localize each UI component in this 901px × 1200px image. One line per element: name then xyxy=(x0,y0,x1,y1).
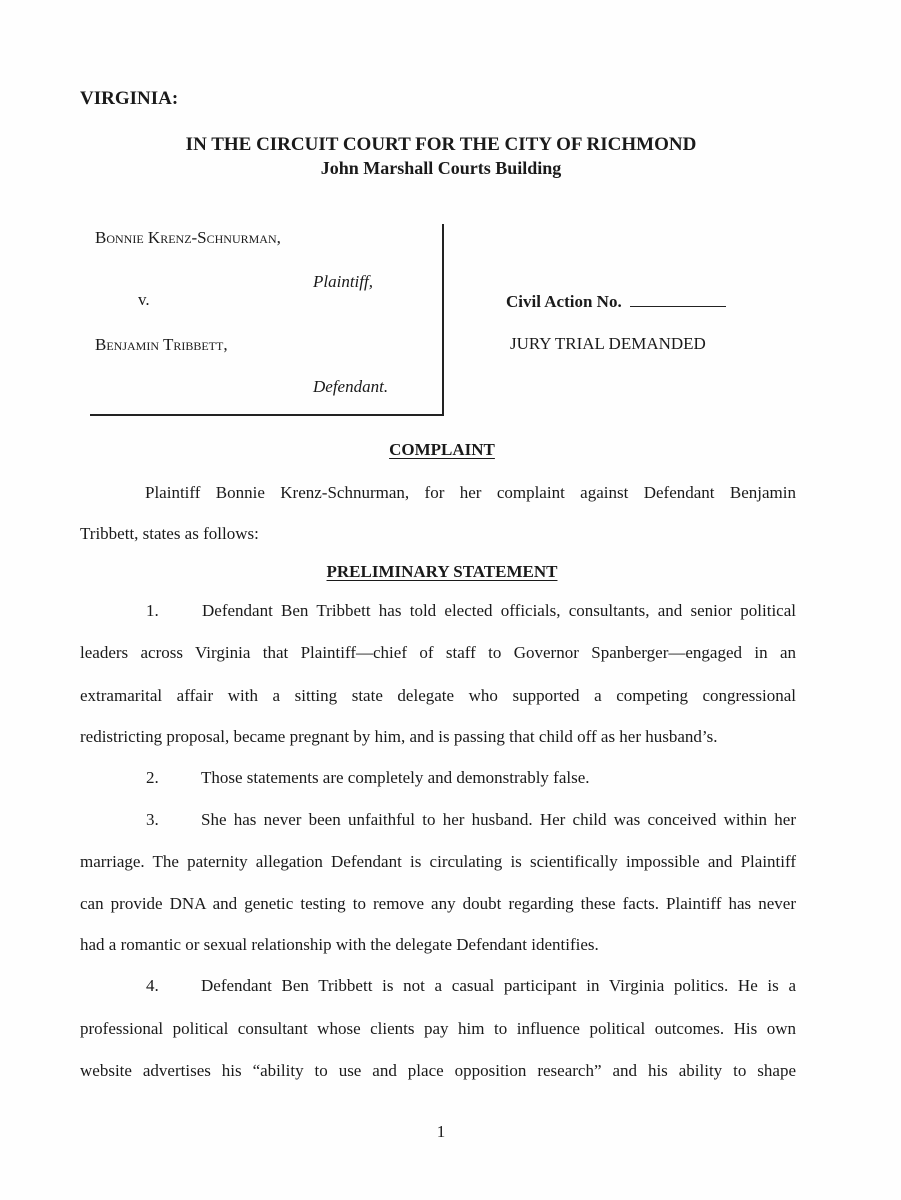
plaintiff-name: Bonnie Krenz-Schnurman, xyxy=(95,228,281,247)
versus: v. xyxy=(138,290,150,309)
preliminary-statement-heading: PRELIMINARY STATEMENT xyxy=(326,562,558,581)
paragraph-line: Defendant Ben Tribbett is not a casual participant in Virginia politics. He is a xyxy=(201,976,796,995)
paragraph-line: redistricting proposal, became pregnant by him, and is passing that child off as her husband’s. xyxy=(80,727,718,746)
intro-line: Plaintiff Bonnie Krenz-Schnurman, for her complaint against Defendant Benjamin xyxy=(145,483,796,502)
paragraph-line: Defendant Ben Tribbett has told elected officials, consultants, and senior political xyxy=(202,601,796,620)
plaintiff-label: Plaintiff, xyxy=(313,272,373,291)
court-building: John Marshall Courts Building xyxy=(320,158,562,178)
defendant-label: Defendant. xyxy=(313,377,389,396)
page-number: 1 xyxy=(436,1122,446,1141)
civil-action-number xyxy=(506,292,726,312)
paragraph-line: leaders across Virginia that Plaintiff—chief of staff to Governor Spanberger—engaged in an xyxy=(80,643,796,662)
paragraph-number: 3. xyxy=(146,810,159,829)
complaint-heading: COMPLAINT xyxy=(389,440,495,459)
caption-vertical-rule xyxy=(442,224,444,416)
civil-action-label: Civil Action No. xyxy=(506,292,622,311)
paragraph-line: professional political consultant whose clients pay him to influence political outcomes. His own xyxy=(80,1019,796,1038)
paragraph-line: had a romantic or sexual relationship with the delegate Defendant identifies. xyxy=(80,935,599,954)
paragraph-line: website advertises his “ability to use and place opposition research” and his ability to shape xyxy=(80,1061,796,1080)
paragraph-number: 2. xyxy=(146,768,159,787)
paragraph-line: can provide DNA and genetic testing to remove any doubt regarding these facts. Plaintiff has never xyxy=(80,894,796,913)
paragraph-number: 1. xyxy=(146,601,159,620)
paragraph-line: Those statements are completely and demonstrably false. xyxy=(201,768,590,787)
court-heading: IN THE CIRCUIT COURT FOR THE CITY OF RICHMOND xyxy=(185,134,697,155)
state-heading: VIRGINIA: xyxy=(80,88,179,109)
jury-demand: JURY TRIAL DEMANDED xyxy=(510,334,706,353)
paragraph-line: She has never been unfaithful to her husband. Her child was conceived within her xyxy=(201,810,796,829)
paragraph-line: extramarital affair with a sitting state delegate who supported a competing congressional xyxy=(80,686,796,705)
defendant-name: Benjamin Tribbett, xyxy=(95,335,228,354)
paragraph-number: 4. xyxy=(146,976,159,995)
civil-action-blank xyxy=(630,292,726,307)
paragraph-line: marriage. The paternity allegation Defendant is circulating is scientifically impossible and Plaintiff xyxy=(80,852,796,871)
intro-line: Tribbett, states as follows: xyxy=(80,524,259,543)
caption-horizontal-rule xyxy=(90,414,443,416)
